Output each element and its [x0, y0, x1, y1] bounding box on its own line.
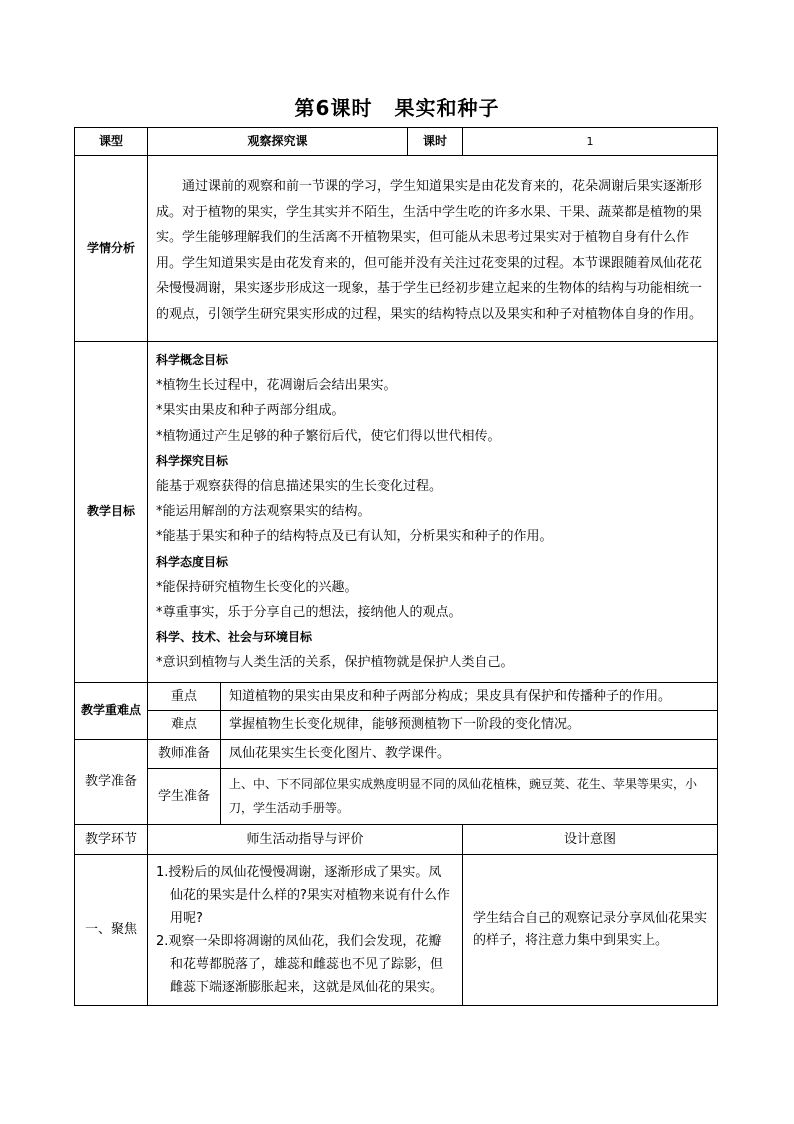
lesson-type-value: 观察探究课	[148, 128, 408, 156]
lesson-plan-table	[74, 127, 718, 1006]
lesson-number: 第6课时	[294, 96, 373, 120]
lesson-type-label: 课型	[75, 128, 148, 156]
lesson-hours-value: 1	[463, 128, 718, 156]
goal-item: *能运用解剖的方法观察果实的结构。	[156, 504, 371, 520]
list-item: 1.授粉后的凤仙花慢慢凋谢，逐渐形成了果实。凤仙花的果实是什么样的?果实对植物来说有什么作用呢?	[156, 864, 450, 926]
goals-row	[75, 342, 718, 683]
page-title	[0, 92, 794, 121]
analysis-text: 通过课前的观察和前一节课的学习，学生知道果实是由花发育来的，花朵凋谢后果实逐渐形成。对于植物的果实，学生其实并不陌生，生活中学生吃的许多水果、干果、蔬菜都是植物的果实。学生能够理解我们的生活离不开植物果实，但可能从未思考过果实对于植物自身有什么作用。学生知道果实是由花发育来的，但可能并没有关注过花变果的过程。本节课跟随着凤仙花花朵慢慢凋谢，果实逐步形成这一现象，基于学生已经初步建立起来的生物体的结构与功能相统一的观点，引领学生研究果实形成的过程，果实的结构特点以及果实和种子对植物体自身的作用。	[148, 156, 718, 342]
focus-activity	[148, 854, 463, 1005]
teacher-prep-text: 凤仙花果实生长变化图片、教学课件。	[221, 739, 718, 768]
goal-item: *能保持研究植物生长变化的兴趣。	[156, 579, 358, 595]
focus-stage-label: 一、聚焦	[75, 854, 148, 1005]
goals-heading: 科学、技术、社会与环境目标	[156, 630, 313, 645]
intent-header: 设计意图	[463, 824, 718, 854]
goals-content	[148, 342, 718, 683]
lesson-hours-label: 课时	[408, 128, 463, 156]
goal-item: *尊重事实，乐于分享自己的想法，接纳他人的观点。	[156, 605, 462, 621]
goals-heading: 科学探究目标	[156, 453, 229, 468]
student-prep-label: 学生准备	[148, 768, 221, 824]
difficult-label: 难点	[148, 710, 221, 739]
analysis-label: 学情分析	[75, 156, 148, 342]
key-label: 重点	[148, 682, 221, 710]
goal-item: *能基于果实和种子的结构特点及已有认知，分析果实和种子的作用。	[156, 529, 553, 545]
analysis-row	[75, 156, 718, 342]
student-prep-row	[75, 768, 718, 824]
difficult-text: 掌握植物生长变化规律，能够预测植物下一阶段的变化情况。	[221, 710, 718, 739]
goal-item: *植物生长过程中，花凋谢后会结出果实。	[156, 378, 397, 394]
difficult-point-row	[75, 710, 718, 739]
key-text: 知道植物的果实由果皮和种子两部分构成；果皮具有保护和传播种子的作用。	[221, 682, 718, 710]
header-row	[75, 128, 718, 156]
goal-item: *意识到植物与人类生活的关系，保护植物就是保护人类自己。	[156, 655, 514, 671]
activity-header: 师生活动指导与评价	[148, 824, 463, 854]
focus-intent: 学生结合自己的观察记录分享凤仙花果实的样子，将注意力集中到果实上。	[463, 854, 718, 1005]
focus-activity-list	[148, 855, 462, 1005]
key-point-row	[75, 682, 718, 710]
teacher-prep-label: 教师准备	[148, 739, 221, 768]
key-points-label: 教学重难点	[75, 682, 148, 739]
goals-heading: 科学概念目标	[156, 353, 229, 367]
process-header-row	[75, 824, 718, 854]
lesson-topic: 果实和种子	[394, 96, 500, 120]
list-item: 2.观察一朵即将凋谢的凤仙花，我们会发现，花瓣和花萼都脱落了，雄蕊和雌蕊也不见了踪影，但雌蕊下端逐渐膨胀起来，这就是凤仙花的果实。	[156, 933, 444, 995]
goal-item: *果实由果皮和种子两部分组成。	[156, 403, 345, 419]
goals-label: 教学目标	[75, 342, 148, 683]
goal-item: 能基于观察获得的信息描述果实的生长变化过程。	[156, 479, 443, 495]
focus-row	[75, 854, 718, 1005]
stage-header: 教学环节	[75, 824, 148, 854]
goals-heading: 科学态度目标	[156, 554, 229, 569]
student-prep-text: 上、中、下不同部位果实成熟度明显不同的凤仙花植株，豌豆荚、花生、苹果等果实，小刀，学生活动手册等。	[221, 768, 718, 824]
goal-item: *植物通过产生足够的种子繁衍后代，使它们得以世代相传。	[156, 428, 501, 444]
teacher-prep-row	[75, 739, 718, 768]
prep-label: 教学准备	[75, 739, 148, 824]
